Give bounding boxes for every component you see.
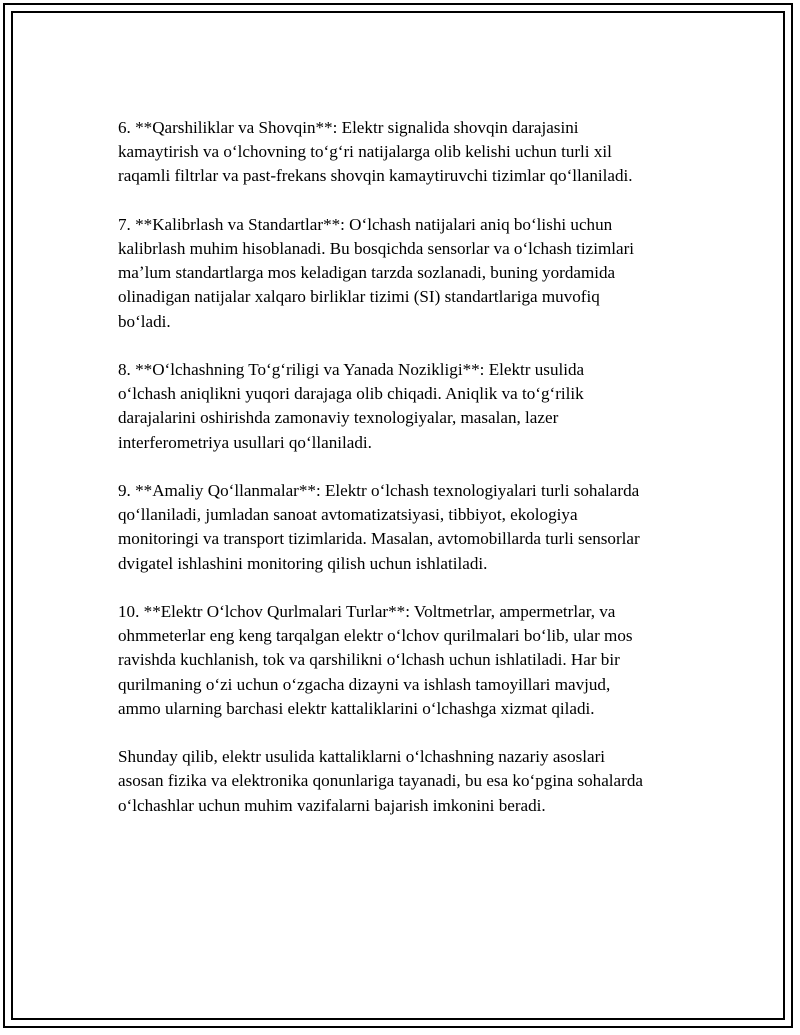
paragraph-olchashning-togriligi: 8. **Oʻlchashning Toʻgʻriligi va Yanada Nozikligi**: Elektr usulida oʻlchash aniqlikni yuqori darajaga olib chiqadi. Aniqlik va toʻgʻrilik darajalarini oshirishda zamonaviy texnologiyalar, masalan, lazer interferometriya usullari qoʻllaniladi.	[118, 360, 585, 452]
paragraph-kalibrlash-standartlar: 7. **Kalibrlash va Standartlar**: Oʻlchash natijalari aniq boʻlishi uchun kalibrlash muhim hisoblanadi. Bu bosqichda sensorlar va oʻlchash tizimlari maʼlum standartlarga mos keladigan tarzda sozlanadi, buning yordamida olinadigan natijalar xalqaro birliklar tizimi (SI) standartlariga muvofiq boʻladi.	[118, 214, 635, 331]
paragraph-amaliy-qollanmalar: 9. **Amaliy Qoʻllanmalar**: Elektr oʻlchash texnologiyalari turli sohalarda qoʻllaniladi, jumladan sanoat avtomatizatsiyasi, tibbiyot, ekologiya monitoringi va transport tizimlarida. Masalan, avtomobillarda turli sensorlar dvigatel ishlashini monitoring qilish uchun ishlatiladi.	[118, 481, 640, 573]
paragraph-qarshiliklar-shovqin: 6. **Qarshiliklar va Shovqin**: Elektr signalida shovqin darajasini kamaytirish va oʻlchovning toʻgʻri natijalarga olib kelishi uchun turli xil raqamli filtrlar va past-frekans shovqin kamaytiruvchi tizimlar qoʻllaniladi.	[118, 118, 633, 186]
document-body	[118, 116, 698, 842]
paragraph-olchov-qurilmalari: 10. **Elektr Oʻlchov Qurlmalari Turlar**: Voltmetrlar, ampermetrlar, va ohmmeterlar eng keng tarqalgan elektr oʻlchov qurilmalari boʻlib, ular mos ravishda kuchlanish, tok va qarshilikni oʻlchash uchun ishlatiladi. Har bir qurilmaning oʻzi uchun oʻzgacha dizayni va ishlash tamoyillari mavjud, ammo ularning barchasi elektr kattaliklarini oʻlchashga xizmat qiladi.	[118, 602, 633, 718]
paragraph-conclusion: Shunday qilib, elektr usulida kattaliklarni oʻlchashning nazariy asoslari asosan fizika va elektronika qonunlariga tayanadi, bu esa koʻpgina sohalarda oʻlchashlar uchun muhim vazifalarni bajarish imkonini beradi.	[118, 747, 643, 815]
